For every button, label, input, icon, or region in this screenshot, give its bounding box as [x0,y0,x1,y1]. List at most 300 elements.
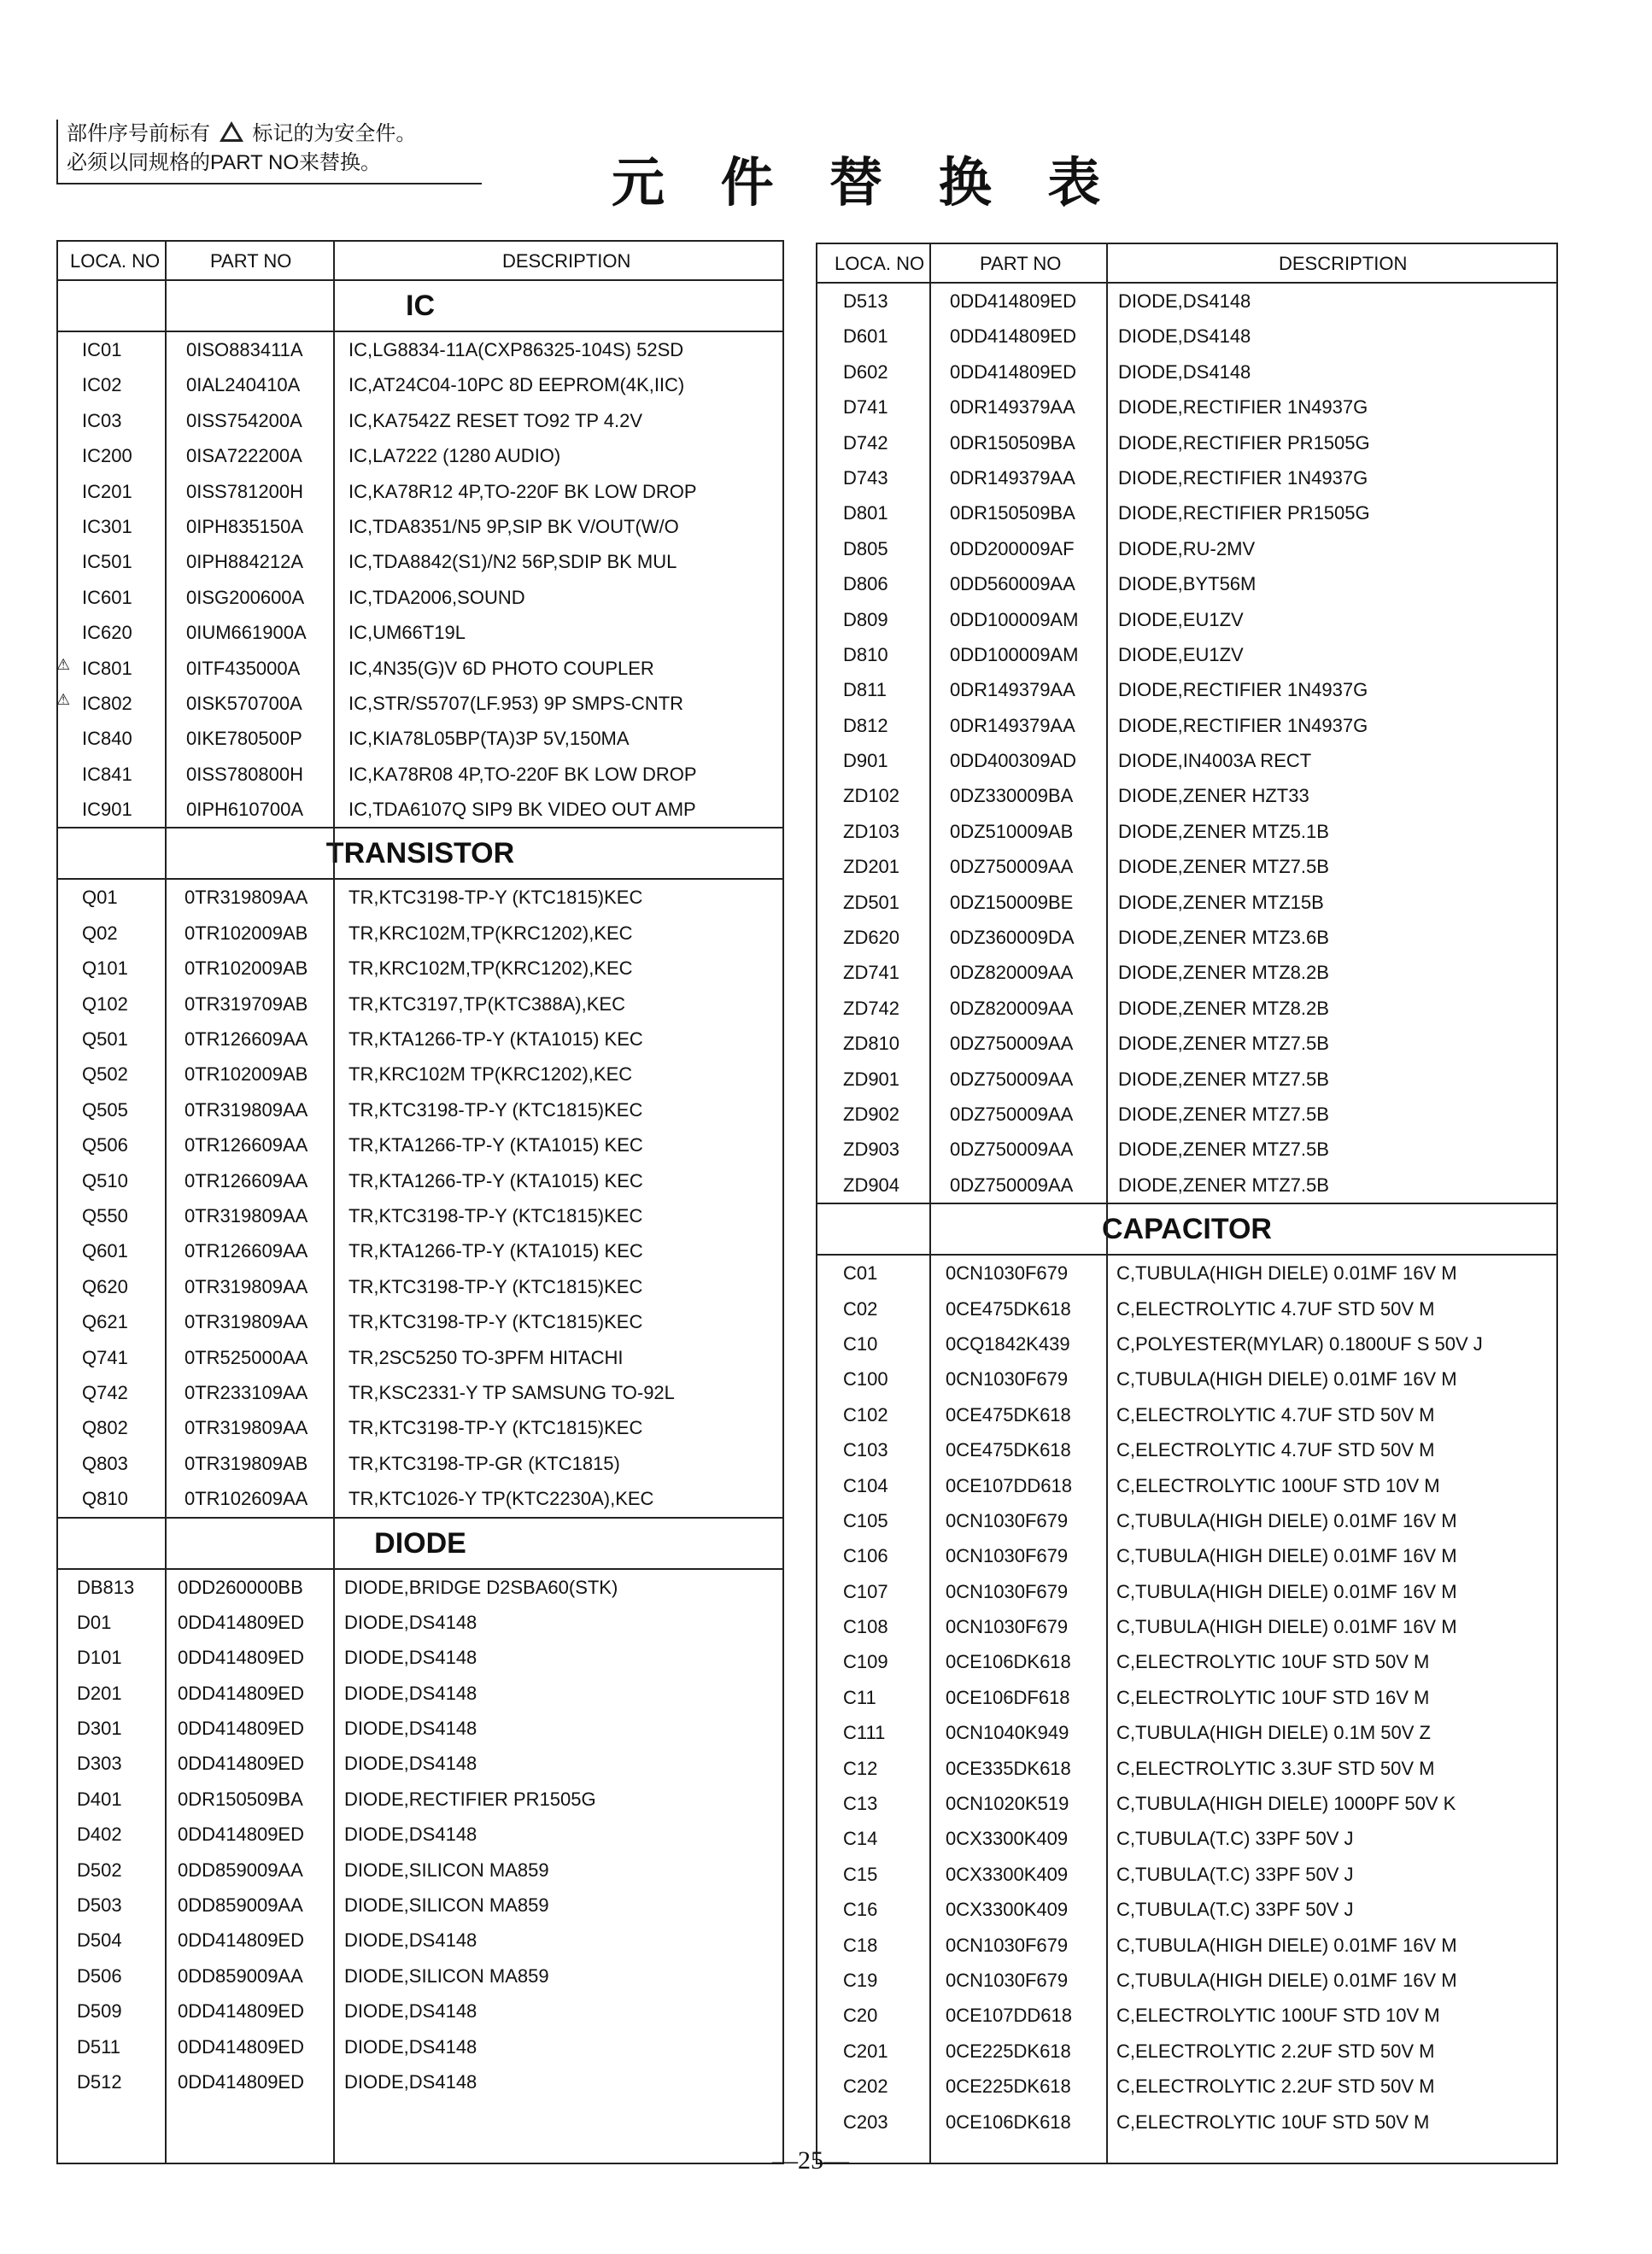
loca-cell: ZD742 [843,997,900,1019]
part-cell: 0TR319809AA [185,887,308,909]
part-cell: 0DZ750009AA [950,1174,1074,1196]
table-row [817,389,1556,424]
part-cell: 0DD414809ED [178,1929,304,1952]
loca-cell: C01 [843,1262,878,1285]
desc-cell: TR,KTC3198-TP-Y (KTC1815)KEC [349,887,643,909]
part-cell: 0TR319809AA [185,1098,308,1121]
table-row [58,1340,782,1375]
desc-cell: TR,KTC3198-TP-Y (KTC1815)KEC [349,1204,643,1227]
part-cell: 0DD414809ED [178,1611,304,1633]
loca-cell: C108 [843,1616,888,1638]
part-cell: 0DD859009AA [178,1964,303,1987]
loca-cell: IC841 [82,763,132,785]
loca-cell: D503 [77,1894,122,1917]
table-row [817,319,1556,354]
table-row [58,1958,782,1993]
part-cell: 0TR102009AB [185,957,308,980]
table-row [817,1892,1556,1927]
part-cell: 0DZ820009AA [950,997,1074,1019]
table-row [58,880,782,915]
desc-cell: TR,KTC3198-TP-Y (KTC1815)KEC [349,1417,643,1439]
desc-cell: DIODE,ZENER MTZ7.5B [1118,1033,1329,1055]
desc-cell: C,ELECTROLYTIC 10UF STD 50V M [1116,1651,1430,1673]
desc-cell: C,TUBULA(HIGH DIELE) 0.01MF 16V M [1116,1262,1457,1285]
loca-cell: ZD102 [843,785,900,807]
desc-cell: DIODE,DS4148 [344,1929,477,1952]
part-cell: 0CE107DD618 [946,1474,1072,1496]
part-cell: 0DD260000BB [178,1576,303,1598]
part-cell: 0DD414809ED [178,1824,304,1846]
part-cell: 0DR149379AA [950,714,1075,736]
table-row [58,916,782,951]
loca-cell: D506 [77,1964,122,1987]
table-row [58,1782,782,1817]
table-row [817,1644,1556,1679]
section-transistor: TRANSISTOR [58,827,782,880]
loca-cell: C10 [843,1332,878,1355]
table-row [817,495,1556,530]
loca-cell: Q510 [82,1169,128,1191]
loca-cell: D741 [843,396,888,419]
loca-cell: C102 [843,1403,888,1426]
table-row [817,460,1556,495]
desc-cell: IC,KA78R08 4P,TO-220F BK LOW DROP [349,763,697,785]
header-part: PART NO [980,253,1062,274]
desc-cell: DIODE,ZENER MTZ7.5B [1118,856,1329,878]
loca-cell: Q742 [82,1381,128,1403]
part-cell: 0TR319809AA [185,1417,308,1439]
desc-cell: C,TUBULA(HIGH DIELE) 0.01MF 16V M [1116,1969,1457,1991]
loca-cell: D602 [843,360,888,383]
desc-cell: DIODE,EU1ZV [1118,643,1244,665]
table-row [58,615,782,650]
desc-cell: DIODE,DS4148 [344,1718,477,1740]
loca-cell: D504 [77,1929,122,1952]
part-cell: 0CE106DF618 [946,1686,1070,1708]
table-row [817,743,1556,778]
table-row [817,1132,1556,1167]
part-cell: 0TR319709AB [185,992,308,1015]
loca-cell: IC200 [82,445,132,467]
part-cell: 0CN1030F679 [946,1616,1069,1638]
loca-cell: IC501 [82,551,132,573]
table-row [58,1057,782,1092]
table-row [817,1291,1556,1326]
part-cell: 0DD100009AM [950,608,1079,630]
table-row [817,920,1556,955]
part-cell: 0DZ360009DA [950,927,1075,949]
desc-cell: C,ELECTROLYTIC 2.2UF STD 50V M [1116,2040,1435,2062]
table-row [817,991,1556,1026]
part-cell: 0DZ750009AA [950,1068,1074,1090]
desc-cell: C,TUBULA(T.C) 33PF 50V J [1116,1863,1354,1885]
table-row [817,1326,1556,1361]
table-row [58,1410,782,1445]
header-desc: DESCRIPTION [502,250,631,272]
table-row [58,1022,782,1057]
safety-warning-icon: ⚠ [56,655,71,673]
desc-cell: TR,KTC3198-TP-Y (KTC1815)KEC [349,1311,643,1333]
part-cell: 0DD414809ED [178,1682,304,1704]
loca-cell: IC301 [82,515,132,537]
table-row [58,2029,782,2064]
loca-cell: Q505 [82,1098,128,1121]
table-row [817,354,1556,389]
table-row [58,1092,782,1127]
part-cell: 0DD414809ED [178,1753,304,1775]
notice-line-1: 部件序号前标有 标记的为安全件。 [67,122,417,145]
loca-cell: Q101 [82,957,128,980]
desc-cell: IC,TDA8842(S1)/N2 56P,SDIP BK MUL [349,551,677,573]
desc-cell: TR,KTC3197,TP(KTC388A),KEC [349,992,625,1015]
table-row [817,1361,1556,1396]
part-cell: 0DZ750009AA [950,1033,1074,1055]
table-row [817,1857,1556,1892]
table-row [817,1928,1556,1963]
loca-cell: IC802 [82,692,132,714]
table-row [817,1751,1556,1786]
part-cell: 0CN1030F679 [946,1969,1069,1991]
loca-cell: D402 [77,1824,122,1846]
part-cell: 0DR150509BA [950,502,1075,524]
part-cell: 0IKE780500P [186,728,302,750]
desc-cell: TR,KSC2331-Y TP SAMSUNG TO-92L [349,1381,675,1403]
loca-cell: DB813 [77,1576,135,1598]
part-cell: 0TR525000AA [185,1346,308,1368]
table-row [58,1888,782,1923]
section-capacitor: CAPACITOR [817,1203,1556,1256]
table-row [817,1538,1556,1573]
table-row [817,1097,1556,1132]
table-row [58,1676,782,1711]
part-cell: 0ISK570700A [186,692,302,714]
loca-cell: C203 [843,2111,888,2133]
loca-cell: D806 [843,573,888,595]
table-row [58,367,782,402]
desc-cell: DIODE,SILICON MA859 [344,1964,549,1987]
page-number: —25— [772,2146,849,2175]
desc-cell: TR,KTC1026-Y TP(KTC2230A),KEC [349,1488,654,1510]
part-cell: 0DD414809ED [178,1647,304,1669]
desc-cell: TR,KTA1266-TP-Y (KTA1015) KEC [349,1169,643,1191]
table-row [58,509,782,544]
desc-cell: TR,KRC102M,TP(KRC1202),KEC [349,957,633,980]
part-cell: 0ISG200600A [186,586,305,608]
table-row [817,531,1556,566]
desc-cell: DIODE,DS4148 [344,2000,477,2023]
table-row [817,955,1556,990]
table-row [58,1853,782,1888]
notice-line-2: 必须以同规格的PART NO来替换。 [67,151,382,174]
loca-cell: C12 [843,1757,878,1779]
loca-cell: ZD904 [843,1174,900,1196]
table-row [58,1746,782,1781]
desc-cell: IC,KIA78L05BP(TA)3P 5V,150MA [349,728,630,750]
part-cell: 0CN1030F679 [946,1368,1069,1390]
loca-cell: D511 [77,2035,120,2058]
loca-cell: C106 [843,1545,888,1567]
desc-cell: DIODE,RECTIFIER 1N4937G [1118,396,1368,419]
table-row [58,1993,782,2029]
table-row [817,1609,1556,1644]
loca-cell: Q501 [82,1028,128,1051]
part-cell: 0DD100009AM [950,643,1079,665]
desc-cell: C,TUBULA(T.C) 33PF 50V J [1116,1828,1354,1850]
table-row [58,1640,782,1675]
desc-cell: TR,KTC3198-TP-GR (KTC1815) [349,1452,620,1474]
loca-cell: C14 [843,1828,878,1850]
table-row [58,757,782,792]
desc-cell: DIODE,IN4003A RECT [1118,750,1312,772]
part-cell: 0DZ750009AA [950,1103,1074,1125]
loca-cell: C13 [843,1793,878,1815]
table-row [58,651,782,686]
table-row [817,849,1556,884]
table-row [817,637,1556,672]
desc-cell: C,TUBULA(HIGH DIELE) 0.01MF 16V M [1116,1580,1457,1602]
part-cell: 0TR102609AA [185,1488,308,1510]
desc-cell: IC,TDA8351/N5 9P,SIP BK V/OUT(W/O [349,515,679,537]
part-cell: 0TR126609AA [185,1134,308,1156]
part-cell: 0CX3300K409 [946,1863,1069,1885]
desc-cell: TR,KTC3198-TP-Y (KTC1815)KEC [349,1098,643,1121]
part-cell: 0CE475DK618 [946,1297,1071,1320]
part-cell: 0DD414809ED [950,325,1076,348]
table-row [817,1998,1556,2033]
part-cell: 0TR319809AA [185,1275,308,1297]
part-cell: 0DD414809ED [178,2070,304,2093]
part-cell: 0DD400309AD [950,750,1076,772]
table-row [817,778,1556,813]
part-cell: 0DD560009AA [950,573,1075,595]
loca-cell: ZD810 [843,1033,900,1055]
loca-cell: C107 [843,1580,888,1602]
desc-cell: C,ELECTROLYTIC 4.7UF STD 50V M [1116,1439,1435,1461]
desc-cell: DIODE,DS4148 [344,1824,477,1846]
loca-cell: C109 [843,1651,888,1673]
part-cell: 0DD200009AF [950,537,1075,559]
part-cell: 0IPH610700A [186,799,303,821]
table-row [817,1574,1556,1609]
part-cell: 0DZ820009AA [950,962,1074,984]
loca-cell: Q620 [82,1275,128,1297]
table-row [817,1062,1556,1097]
desc-cell: TR,KTC3198-TP-Y (KTC1815)KEC [349,1275,643,1297]
desc-cell: DIODE,RU-2MV [1118,537,1256,559]
part-cell: 0DZ750009AA [950,1139,1074,1161]
desc-cell: DIODE,DS4148 [1118,290,1251,312]
section-diode: DIODE [58,1517,782,1570]
part-cell: 0DR150509BA [950,431,1075,454]
part-cell: 0ISA722200A [186,445,302,467]
loca-cell: Q550 [82,1204,128,1227]
part-cell: 0IPH835150A [186,515,303,537]
table-row [58,1127,782,1162]
safety-warning-icon: ⚠ [56,690,71,708]
loca-cell: D812 [843,714,888,736]
part-cell: 0TR319809AA [185,1204,308,1227]
left-parts-table [56,240,784,2164]
loca-cell: D201 [77,1682,122,1704]
loca-cell: Q506 [82,1134,128,1156]
header-loca: LOCA. NO [835,253,925,274]
part-cell: 0CE475DK618 [946,1439,1071,1461]
part-cell: 0DR149379AA [950,396,1075,419]
table-row [58,1570,782,1605]
loca-cell: D01 [77,1611,112,1633]
table-header [817,244,1556,284]
loca-cell: Q621 [82,1311,128,1333]
loca-cell: D805 [843,537,888,559]
loca-cell: D509 [77,2000,122,2023]
desc-cell: IC,KA7542Z RESET TO92 TP 4.2V [349,409,643,431]
desc-cell: C,ELECTROLYTIC 100UF STD 10V M [1116,2005,1440,2027]
loca-cell: D742 [843,431,888,454]
header-part: PART NO [210,250,292,272]
part-cell: 0CE107DD618 [946,2005,1072,2027]
desc-cell: DIODE,RECTIFIER 1N4937G [1118,679,1368,701]
table-row [817,1503,1556,1538]
part-cell: 0CE475DK618 [946,1403,1071,1426]
part-cell: 0DD414809ED [178,1718,304,1740]
table-row [58,792,782,827]
part-cell: 0DD414809ED [950,290,1076,312]
part-cell: 0DZ510009AB [950,820,1074,842]
table-header [58,242,782,281]
loca-cell: Q803 [82,1452,128,1474]
table-row [817,1680,1556,1715]
part-cell: 0DD414809ED [178,2035,304,2058]
loca-cell: Q01 [82,887,118,909]
loca-cell: C15 [843,1863,878,1885]
part-cell: 0DD414809ED [950,360,1076,383]
desc-cell: DIODE,ZENER MTZ7.5B [1118,1174,1329,1196]
desc-cell: DIODE,SILICON MA859 [344,1859,549,1881]
table-row [58,1923,782,1958]
table-row [58,332,782,367]
loca-cell: D101 [77,1647,122,1669]
desc-cell: C,TUBULA(HIGH DIELE) 0.01MF 16V M [1116,1509,1457,1531]
desc-cell: TR,KRC102M TP(KRC1202),KEC [349,1063,633,1086]
loca-cell: Q810 [82,1488,128,1510]
table-row [817,284,1556,319]
loca-cell: ZD902 [843,1103,900,1125]
loca-cell: D502 [77,1859,122,1881]
table-row [58,1481,782,1516]
loca-cell: D513 [843,290,888,312]
loca-cell: Q102 [82,992,128,1015]
table-row [58,1233,782,1268]
desc-cell: TR,2SC5250 TO-3PFM HITACHI [349,1346,624,1368]
page-title: 元 件 替 换 表 [612,151,1120,214]
part-cell: 0CN1040K949 [946,1722,1069,1744]
loca-cell: IC801 [82,657,132,679]
table-row [817,602,1556,637]
desc-cell: DIODE,SILICON MA859 [344,1894,549,1917]
desc-cell: DIODE,RECTIFIER 1N4937G [1118,714,1368,736]
table-row [817,1432,1556,1467]
part-cell: 0CN1020K519 [946,1793,1069,1815]
table-row [58,1198,782,1233]
desc-cell: DIODE,ZENER MTZ15B [1118,891,1324,913]
table-row [817,2105,1556,2140]
part-cell: 0ISO883411A [186,339,303,360]
desc-cell: DIODE,DS4148 [344,1753,477,1775]
right-parts-table [816,243,1558,2164]
desc-cell: DIODE,DS4148 [344,1611,477,1633]
table-row [817,1168,1556,1203]
part-cell: 0CN1030F679 [946,1934,1069,1956]
part-cell: 0ISS780800H [186,763,303,785]
desc-cell: DIODE,RECTIFIER 1N4937G [1118,466,1368,489]
table-row [817,1786,1556,1821]
part-cell: 0DD859009AA [178,1894,303,1917]
loca-cell: ZD201 [843,856,900,878]
loca-cell: D303 [77,1753,122,1775]
desc-cell: C,POLYESTER(MYLAR) 0.1800UF S 50V J [1116,1332,1483,1355]
table-row [58,721,782,756]
desc-cell: DIODE,BRIDGE D2SBA60(STK) [344,1576,618,1598]
table-row [58,1711,782,1746]
desc-cell: DIODE,ZENER MTZ8.2B [1118,962,1329,984]
loca-cell: C103 [843,1439,888,1461]
header-loca: LOCA. NO [70,250,161,272]
desc-cell: IC,TDA6107Q SIP9 BK VIDEO OUT AMP [349,799,696,821]
table-row [58,1375,782,1410]
table-row [817,2069,1556,2104]
desc-cell: IC,STR/S5707(LF.953) 9P SMPS-CNTR [349,692,684,714]
table-row [58,544,782,579]
loca-cell: D401 [77,1788,122,1810]
table-row [817,708,1556,743]
loca-cell: ZD741 [843,962,900,984]
desc-cell: DIODE,EU1ZV [1118,608,1244,630]
desc-cell: DIODE,ZENER MTZ7.5B [1118,1103,1329,1125]
part-cell: 0DZ150009BE [950,891,1074,913]
table-row [817,2034,1556,2069]
desc-cell: TR,KTA1266-TP-Y (KTA1015) KEC [349,1134,643,1156]
table-row [817,885,1556,920]
loca-cell: Q601 [82,1240,128,1262]
loca-cell: D801 [843,502,888,524]
desc-cell: DIODE,BYT56M [1118,573,1257,595]
part-cell: 0CX3300K409 [946,1828,1069,1850]
desc-cell: C,TUBULA(HIGH DIELE) 0.1M 50V Z [1116,1722,1431,1744]
loca-cell: IC03 [82,409,122,431]
desc-cell: TR,KRC102M,TP(KRC1202),KEC [349,922,633,944]
loca-cell: D901 [843,750,888,772]
part-cell: 0CE106DK618 [946,2111,1071,2133]
part-cell: 0CN1030F679 [946,1509,1069,1531]
desc-cell: DIODE,DS4148 [344,1647,477,1669]
table-row [58,686,782,721]
loca-cell: D810 [843,643,888,665]
part-cell: 0IUM661900A [186,622,307,644]
header-desc: DESCRIPTION [1279,253,1408,274]
part-cell: 0DR150509BA [178,1788,303,1810]
part-cell: 0TR126609AA [185,1028,308,1051]
desc-cell: DIODE,DS4148 [344,2070,477,2093]
desc-cell: C,TUBULA(HIGH DIELE) 0.01MF 16V M [1116,1934,1457,1956]
table-row [817,1468,1556,1503]
part-cell: 0CE335DK618 [946,1757,1071,1779]
desc-cell: TR,KTA1266-TP-Y (KTA1015) KEC [349,1028,643,1051]
desc-cell: DIODE,DS4148 [344,2035,477,2058]
loca-cell: IC601 [82,586,132,608]
loca-cell: IC840 [82,728,132,750]
desc-cell: DIODE,RECTIFIER PR1505G [344,1788,596,1810]
loca-cell: D809 [843,608,888,630]
